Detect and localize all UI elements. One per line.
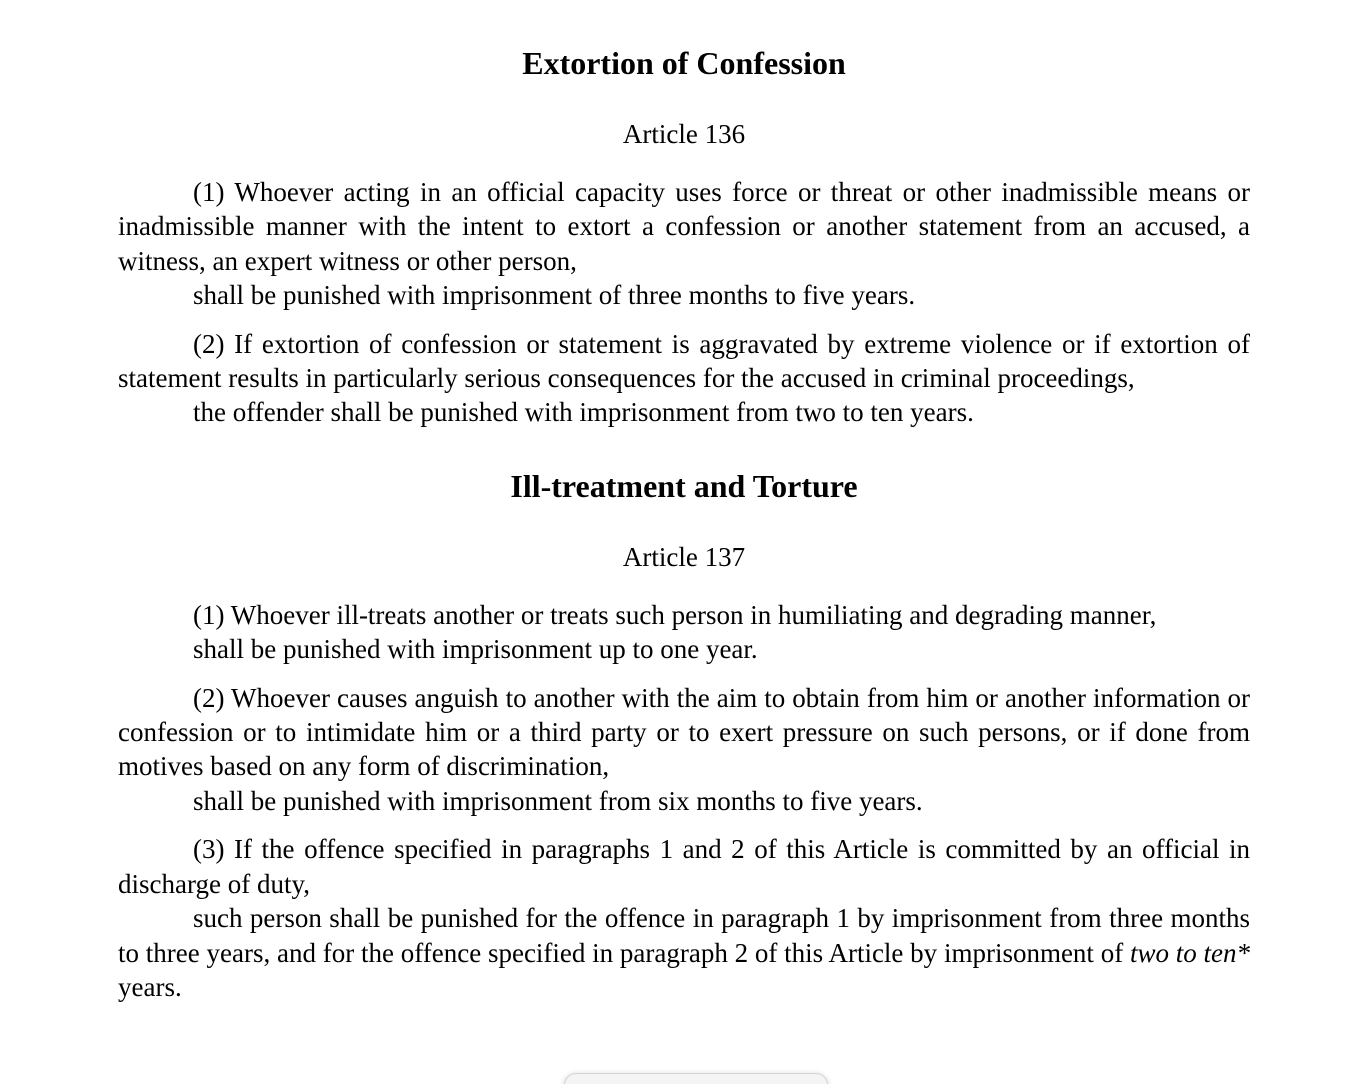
paragraph-body: (2) Whoever causes anguish to another with the aim to obtain from him or another information or confession or to intimidate him or a third party or to exert pressure on such persons, or if done from motives based on any form of discrimination, xyxy=(118,682,1250,782)
sanction-text: years. xyxy=(118,971,182,1002)
paragraph-sanction: shall be punished with imprisonment up to one year. xyxy=(193,634,758,665)
paragraph-sanction: shall be punished with imprisonment from six months to five years. xyxy=(193,785,923,816)
paragraph-body: (3) If the offence specified in paragraphs 1 and 2 of this Article is committed by an official in discharge of duty, xyxy=(118,834,1250,899)
paragraph-sanction: the offender shall be punished with imprisonment from two to ten years. xyxy=(193,397,974,428)
sanction-text: such person shall be punished for the offence in paragraph 1 by imprisonment from three months to three years, and for the offence specified in paragraph 2 of this Article by imprisonment of xyxy=(118,903,1250,968)
section-heading-extortion: Extortion of Confession xyxy=(522,45,846,81)
paragraph-body: (1) Whoever ill-treats another or treats such person in humiliating and degrading manner, xyxy=(193,599,1157,630)
paragraph-body: (1) Whoever acting in an official capacity uses force or threat or other inadmissible means or inadmissible manner with the intent to extort a confession or another statement from an accused, a witness, an expert witness or other person, xyxy=(118,177,1250,276)
article-number-136: Article 136 xyxy=(622,119,746,149)
section-heading-ill-treatment: Ill-treatment and Torture xyxy=(510,467,858,504)
paragraph-sanction xyxy=(118,901,1250,1004)
paragraph-body: (2) If extortion of confession or statement is aggravated by extreme violence or if extortion of statement results in particularly serious consequences for the accused in criminal proceedings, xyxy=(118,328,1250,394)
paragraph-sanction: shall be punished with imprisonment of three months to five years. xyxy=(193,280,916,311)
article-number-137: Article 137 xyxy=(622,541,746,572)
pdf-toolbar[interactable] xyxy=(564,1073,828,1084)
sanction-italic-text: two to ten* xyxy=(1129,937,1251,968)
